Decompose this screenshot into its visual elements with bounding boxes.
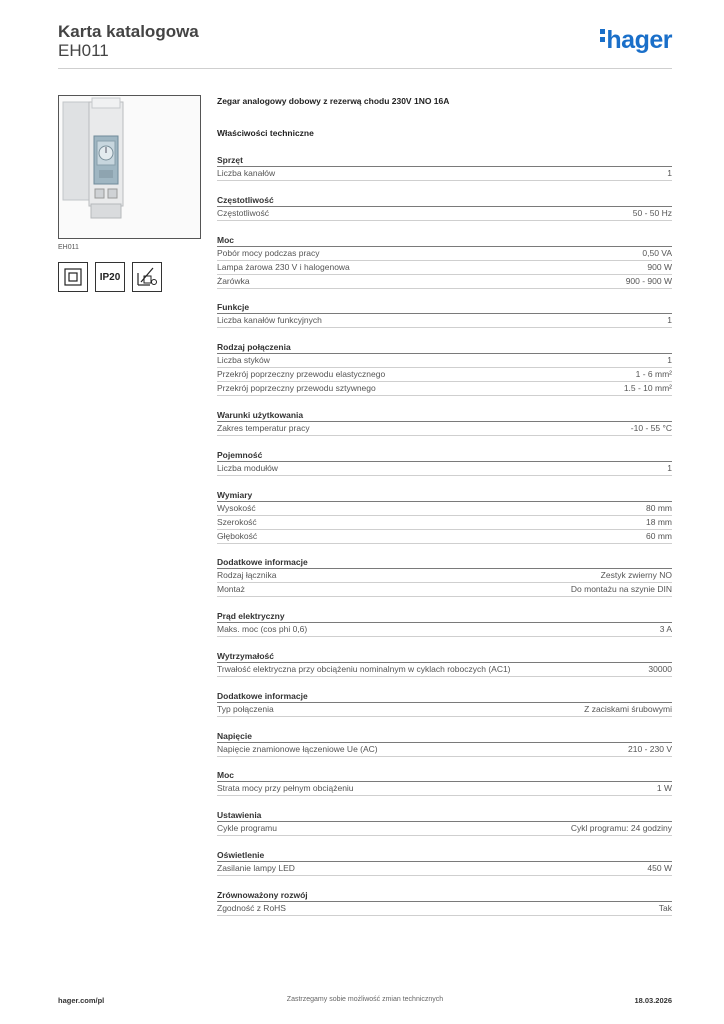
spec-row [217, 422, 672, 436]
spec-value: 210 - 230 V [628, 743, 672, 754]
spec-row [217, 623, 672, 637]
spec-value: 30000 [648, 663, 672, 674]
spec-value: Do montażu na szynie DIN [570, 584, 672, 595]
footer-website: hager.com/pl [58, 996, 105, 1005]
spec-group-title: Wytrzymałość [217, 650, 672, 663]
spec-row [217, 314, 672, 328]
spec-value: 80 mm [646, 502, 672, 513]
spec-group-title: Napięcie [217, 730, 672, 743]
spec-row [217, 462, 672, 476]
spec-row [217, 382, 672, 396]
product-image [58, 95, 201, 239]
spec-label: Przekrój poprzeczny przewodu elastycznego [217, 369, 386, 380]
spec-row [217, 261, 672, 275]
logo-text: hager [606, 26, 672, 54]
spec-label: Częstotliwość [217, 207, 269, 218]
spec-group-title: Rodzaj połączenia [217, 341, 672, 354]
spec-label: Żarówka [217, 275, 250, 286]
spec-label: Liczba kanałów [217, 168, 276, 178]
spec-value: Z zaciskami śrubowymi [584, 703, 672, 714]
spec-value: Zestyk zwierny NO [600, 570, 672, 581]
spec-value: 1 [667, 462, 672, 473]
spec-row [217, 822, 672, 836]
spec-group-title: Dodatkowe informacje [217, 690, 672, 703]
spec-value: 1.5 - 10 mm² [623, 383, 672, 394]
spec-row [217, 207, 672, 221]
spec-row [217, 902, 672, 916]
spec-group-title: Sprzęt [217, 154, 672, 167]
spec-group-title: Częstotliwość [217, 194, 672, 207]
spec-value: 18 mm [646, 516, 672, 527]
logo-dots-icon [600, 29, 605, 45]
spec-group-title: Wymiary [217, 489, 672, 502]
spec-value: 60 mm [646, 530, 672, 541]
time-switch-illustration-icon [59, 96, 200, 238]
din-rail-mount-icon [132, 262, 162, 292]
double-square-symbol-icon [64, 268, 82, 286]
spec-value: 900 W [647, 261, 672, 272]
footer-disclaimer: Zastrzegamy sobie możliwość zmian technicznych [286, 996, 444, 1003]
spec-label: Zgodność z RoHS [217, 902, 286, 913]
spec-row [217, 530, 672, 544]
spec-group-title: Dodatkowe informacje [217, 556, 672, 569]
spec-group-title: Zrównoważony rozwój [217, 889, 672, 902]
spec-label: Liczba kanałów funkcyjnych [217, 315, 322, 326]
spec-value: -10 - 55 °C [630, 422, 672, 433]
spec-label: Maks. moc (cos phi 0,6) [217, 624, 308, 635]
hager-logo [600, 28, 672, 53]
spec-label: Lampa żarowa 230 V i halogenowa [217, 261, 350, 272]
header-divider [58, 68, 672, 69]
spec-label: Pobór mocy podczas pracy [217, 247, 320, 258]
spec-label: Liczba styków [217, 355, 270, 366]
spec-row [217, 516, 672, 530]
document-title: Karta katalogowa [58, 22, 199, 41]
spec-label: Montaż [217, 584, 245, 595]
spec-group-title: Funkcje [217, 301, 672, 314]
spec-label: Głębokość [217, 530, 258, 541]
spec-value: Tak [658, 902, 672, 913]
double-insulation-icon [58, 262, 88, 292]
spec-value: Cykl programu: 24 godziny [570, 823, 672, 834]
spec-row [217, 354, 672, 368]
spec-row [217, 663, 672, 677]
spec-value: 1 - 6 mm² [635, 369, 672, 380]
spec-row [217, 862, 672, 876]
product-image-caption: EH011 [58, 244, 79, 251]
spec-group-title: Moc [217, 234, 672, 247]
spec-label: Rodzaj łącznika [217, 570, 277, 581]
spec-row [217, 275, 672, 289]
spec-group-title: Pojemność [217, 449, 672, 462]
spec-label: Zasilanie lampy LED [217, 862, 295, 873]
mounting-symbol-icon [135, 265, 159, 289]
spec-value: 1 [667, 168, 672, 178]
spec-label: Napięcie znamionowe łączeniowe Ue (AC) [217, 743, 378, 754]
spec-group-title: Warunki użytkowania [217, 409, 672, 422]
spec-row [217, 782, 672, 796]
spec-row [217, 569, 672, 583]
spec-group-title: Ustawienia [217, 809, 672, 822]
spec-label: Typ połączenia [217, 703, 274, 714]
spec-row [217, 703, 672, 717]
spec-group-title: Moc [217, 769, 672, 782]
spec-value: 1 [667, 315, 672, 326]
ip-rating-label: IP20 [99, 271, 121, 283]
spec-label: Zakres temperatur pracy [217, 422, 310, 433]
spec-value: 50 - 50 Hz [632, 207, 672, 218]
spec-row [217, 368, 672, 382]
spec-label: Cykle programu [217, 823, 277, 834]
spec-group-title: Prąd elektryczny [217, 610, 672, 623]
spec-row [217, 247, 672, 261]
spec-label: Trwałość elektryczna przy obciążeniu nominalnym w cyklach roboczych (AC1) [217, 663, 511, 674]
spec-row [217, 743, 672, 757]
ip20-icon [95, 262, 125, 292]
page-header [58, 20, 672, 70]
spec-label: Wysokość [217, 502, 256, 513]
spec-value: 900 - 900 W [625, 275, 672, 286]
spec-group-title: Oświetlenie [217, 849, 672, 862]
specification-table [217, 96, 672, 916]
footer-date: 18.03.2026 [634, 996, 672, 1005]
spec-label: Przekrój poprzeczny przewodu sztywnego [217, 383, 376, 394]
spec-value: 0,50 VA [642, 247, 672, 258]
spec-value: 1 [667, 355, 672, 366]
product-code: EH011 [58, 41, 109, 60]
product-description: Zegar analogowy dobowy z rezerwą chodu 230V 1NO 16A [217, 96, 450, 106]
technical-properties-heading: Właściwości techniczne [217, 128, 314, 138]
spec-row [217, 502, 672, 516]
spec-row [217, 583, 672, 597]
spec-value: 3 A [659, 624, 672, 635]
spec-value: 1 W [656, 783, 672, 794]
spec-label: Liczba modułów [217, 462, 278, 473]
spec-label: Strata mocy przy pełnym obciążeniu [217, 783, 354, 794]
spec-label: Szerokość [217, 516, 257, 527]
spec-row [217, 167, 672, 181]
spec-groups [217, 154, 672, 916]
spec-value: 450 W [647, 862, 672, 873]
